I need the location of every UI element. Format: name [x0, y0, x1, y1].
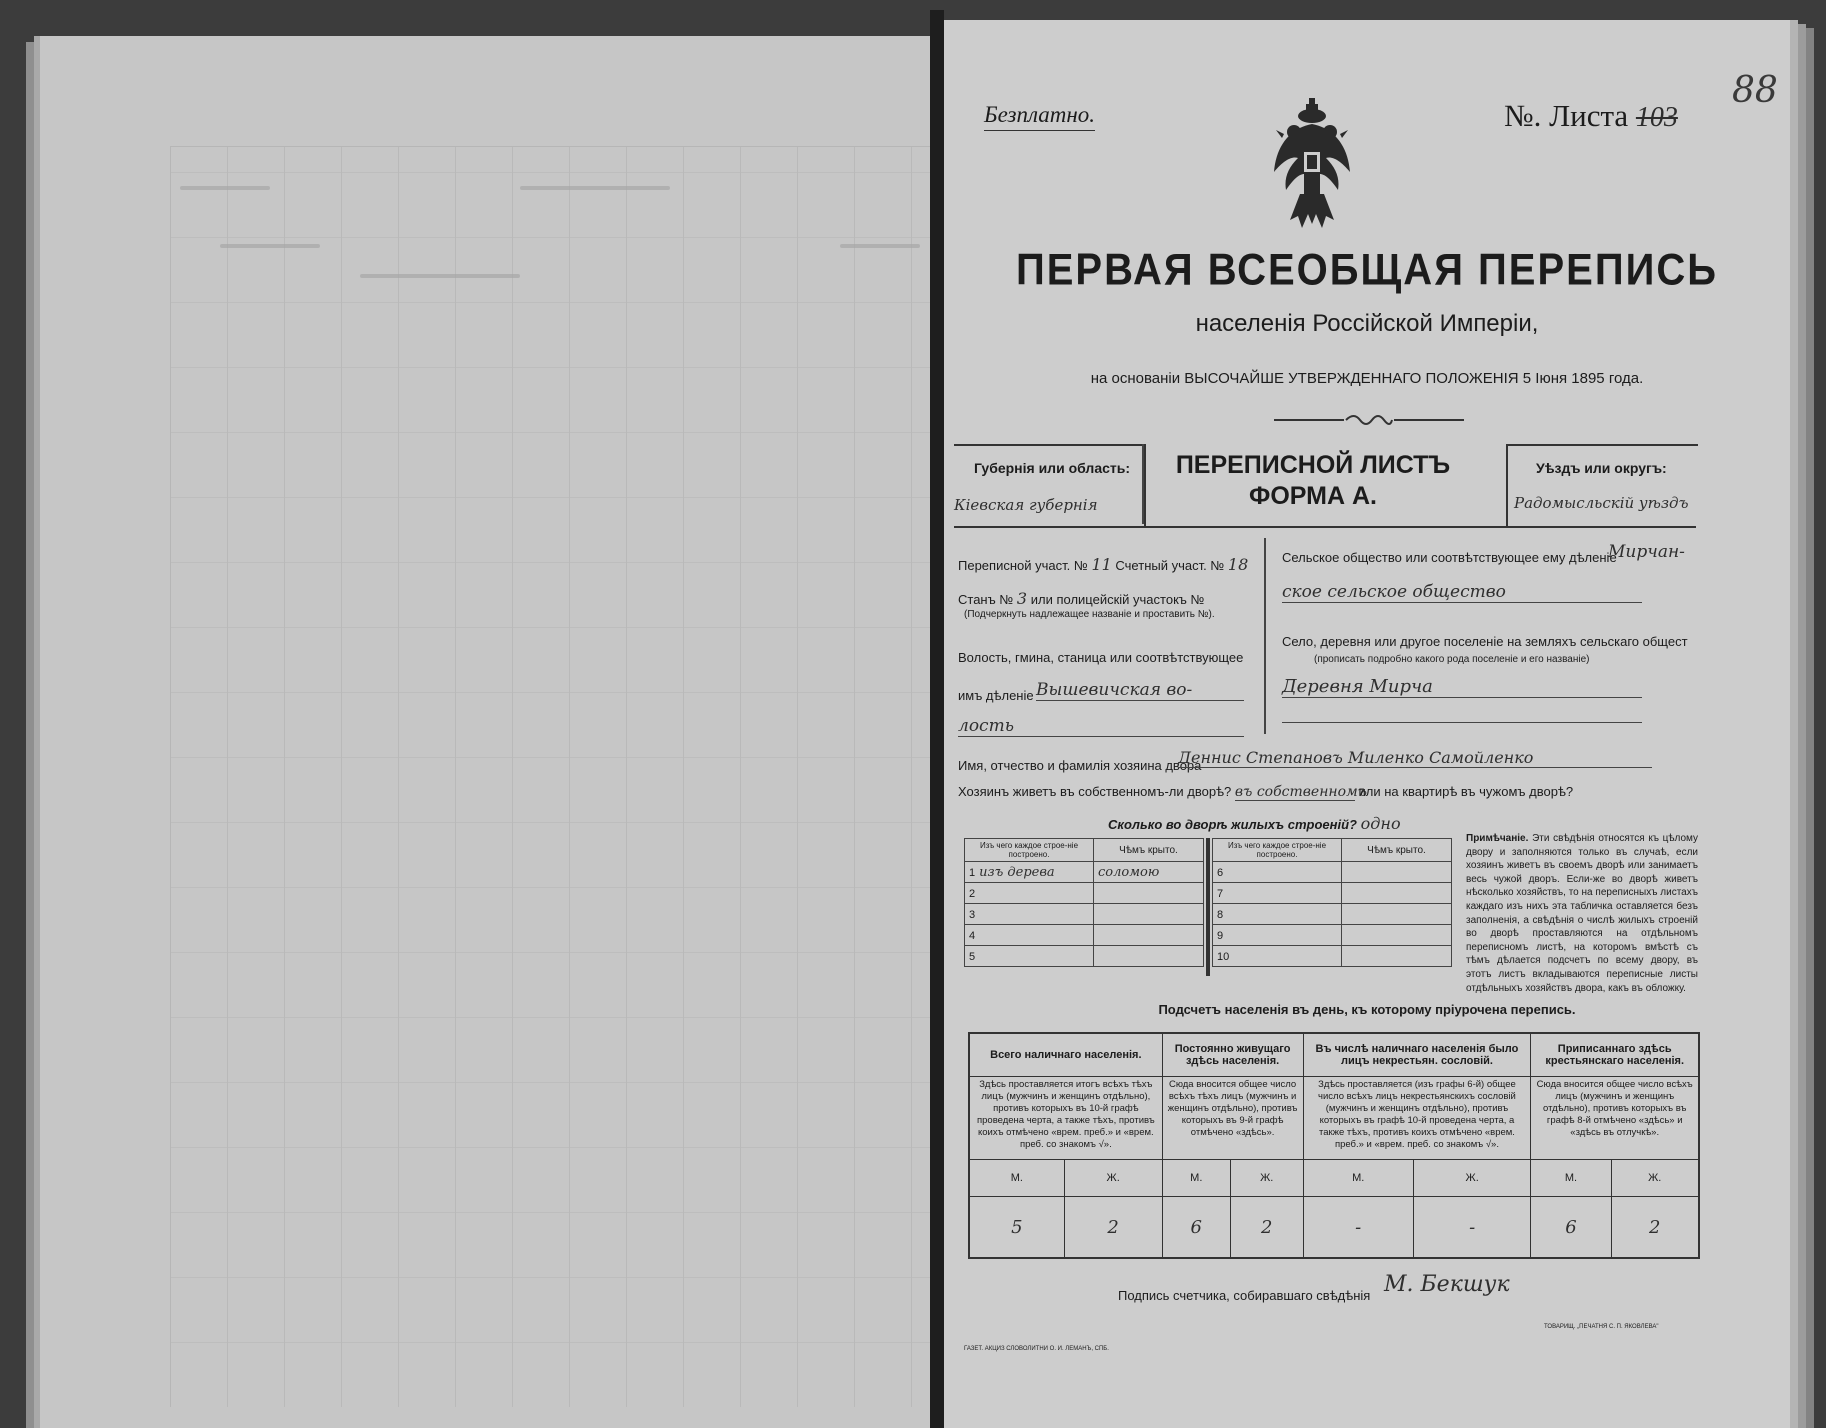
sheet-number-handwritten: 88 [1732, 70, 1778, 111]
female-column-label: Ж. [1230, 1160, 1303, 1197]
count-section-value: 18 [1227, 555, 1249, 574]
buildings-value: одно [1360, 814, 1401, 833]
structure-material-cell [965, 946, 1094, 967]
residence-value: въ собственномъ [1234, 784, 1368, 800]
structure-number: 7 [1217, 887, 1224, 900]
structure-roof [1094, 925, 1204, 946]
structures-col-material: Изъ чего каждое строе-ніе построено. [965, 839, 1094, 862]
male-count: 6 [1162, 1197, 1230, 1259]
note-lead: Примѣчаніе. [1466, 833, 1529, 844]
divider [1142, 444, 1144, 524]
free-label: Безплатно. [984, 102, 1095, 131]
structures-row [965, 883, 1204, 904]
volost-label: Волость, гмина, станица или соотвѣтствующее [958, 650, 1244, 665]
left-page [40, 36, 940, 1428]
structure-material-cell [1213, 925, 1342, 946]
residence-field [958, 784, 1573, 801]
structure-roof [1342, 883, 1452, 904]
structure-number: 1 [969, 866, 976, 879]
structure-number: 3 [969, 908, 976, 921]
summary-column-head: Постоянно живущаго здѣсь населенія. [1162, 1033, 1303, 1077]
buildings-label: Сколько во дворѣ жилыхъ строеній? [1108, 817, 1357, 832]
count-section-label: Счетный участ. № [1115, 558, 1225, 573]
buildings-field [1108, 814, 1401, 833]
underline-instruction: (Подчеркнуть надлежащее названіе и проставить №). [964, 609, 1215, 620]
header-rule [954, 526, 1696, 528]
male-column-label: М. [969, 1160, 1064, 1197]
structures-note [1466, 832, 1698, 995]
structure-number: 9 [1217, 929, 1224, 942]
owner-label: Имя, отчество и фамилія хозяина двора [958, 758, 1202, 773]
male-column-label: М. [1162, 1160, 1230, 1197]
structure-material-cell [965, 904, 1094, 925]
summary-column-description: Сюда вносится общее число всѣхъ лицъ (мужчинъ и женщинъ отдѣльно), противъ которыхъ въ графѣ 8-й отмѣчено «здѣсь» и «здѣсь въ отлучкѣ». [1531, 1077, 1699, 1160]
census-section-value: 11 [1091, 555, 1112, 574]
form-title [1158, 450, 1468, 512]
structure-roof [1342, 862, 1452, 883]
bleed-through-text [520, 186, 670, 190]
female-column-label: Ж. [1413, 1160, 1531, 1197]
bleed-through-text [840, 244, 920, 248]
district-box [1506, 444, 1698, 526]
form-main-title: ПЕРВАЯ ВСЕОБЩАЯ ПЕРЕПИСЬ [1016, 245, 1718, 295]
structure-number: 4 [969, 929, 976, 942]
male-count: 6 [1531, 1197, 1611, 1259]
stan-value: 3 [1016, 589, 1028, 608]
female-count: 2 [1230, 1197, 1303, 1259]
structures-row [965, 904, 1204, 925]
summary-column-description: Здѣсь проставляется (изъ графы 6-й) общее число всѣхъ лицъ некрестьянскихъ сословій (мужчинъ и женщинъ отдѣльно), противъ которыхъ въ графѣ 10-й проведена черта, а также тѣхъ, противъ коихъ отмѣчено «врем. преб.» и «врем. преб. со знакомъ √». [1303, 1077, 1531, 1160]
census-section-label: Переписной участ. № [958, 558, 1088, 573]
structure-roof [1094, 883, 1204, 904]
population-summary-table [968, 1032, 1700, 1259]
printer-imprint-left: ГАЗЕТ. АКЦИЗ СЛОВОЛИТНИ О. И. ЛЕМАНЪ, СПБ. [964, 1346, 1109, 1352]
structures-row [1213, 883, 1452, 904]
double-headed-eagle-emblem [1270, 98, 1354, 236]
enumerator-signature: М. Бекшук [1384, 1272, 1510, 1297]
police-section-label: или полицейскій участокъ № [1030, 592, 1205, 607]
structures-row [1213, 946, 1452, 967]
male-column-label: М. [1531, 1160, 1611, 1197]
structure-number: 10 [1217, 950, 1230, 963]
male-column-label: М. [1303, 1160, 1413, 1197]
signature-label: Подпись счетчика, собиравшаго свѣдѣнія [1118, 1288, 1371, 1303]
structure-number: 8 [1217, 908, 1224, 921]
summary-column-head: Приписаннаго здѣсь крестьянскаго населенія. [1531, 1033, 1699, 1077]
structure-roof [1342, 925, 1452, 946]
book-spine [930, 10, 944, 1428]
form-subtitle: населенія Россійской Имперіи, [1195, 310, 1539, 337]
sheet-number [1504, 70, 1778, 134]
owner-field [958, 758, 1201, 773]
structure-material-cell [965, 925, 1094, 946]
village-label: Село, деревня или другое поселеніе на земляхъ сельскаго общест [1282, 634, 1688, 649]
divider [1264, 538, 1266, 734]
structure-material-cell [1213, 904, 1342, 925]
structures-col-material: Изъ чего каждое строе-ніе построено. [1213, 839, 1342, 862]
structure-material-cell [1213, 883, 1342, 904]
structure-roof [1342, 946, 1452, 967]
note-text: Эти свѣдѣнія относятся къ цѣлому двору и заполняются только въ случаѣ, если хозяинъ живетъ въ своемъ дворѣ или занимаетъ весь чужой дворъ. Если-же во дворѣ живетъ нѣсколько хозяйствъ, то на переписныхъ листахъ каждаго изъ нихъ эта табличка оставляется безъ заполненія, а свѣдѣнія о числѣ жилыхъ строеній во дворѣ проставляются на отдѣльномъ переписномъ листѣ, на которомъ вмѣстѣ съ тѣмъ дѣлается подсчетъ по всему двору, въ этотъ листъ вкладываются переписные листы отдѣльныхъ хозяйствъ двора, какъ въ обложку. [1466, 833, 1699, 994]
structure-material-cell [1213, 862, 1342, 883]
male-count: 5 [969, 1197, 1064, 1259]
summary-title: Подсчетъ населенія въ день, къ которому пріурочена перепись. [1158, 1002, 1576, 1017]
form-title-line1: ПЕРЕПИСНОЙ ЛИСТЪ [1175, 451, 1451, 479]
structures-row [965, 946, 1204, 967]
divider [1206, 838, 1210, 976]
decorative-ornament [1274, 412, 1464, 428]
volost-value-2: лость [958, 716, 1244, 737]
structures-row [1213, 925, 1452, 946]
female-column-label: Ж. [1064, 1160, 1162, 1197]
structure-roof: соломою [1094, 862, 1204, 883]
structure-roof [1094, 904, 1204, 925]
structures-col-roof: Чѣмъ крыто. [1342, 839, 1452, 862]
structure-material: изъ дерева [979, 864, 1055, 880]
residence-label-own: Хозяинъ живетъ въ собственномъ-ли дворѣ? [958, 784, 1232, 799]
structure-roof [1094, 946, 1204, 967]
province-value: Кіевская губернія [954, 496, 1098, 514]
society-label: Сельское общество или соотвѣтствующее ему дѣленіе [1282, 550, 1617, 565]
structures-table-left [964, 838, 1204, 967]
structure-number: 2 [969, 887, 976, 900]
district-value: Радомысльскій уѣздъ [1514, 494, 1689, 512]
village-note: (прописать подробно какого рода поселеніе и его названіе) [1314, 654, 1590, 665]
male-count: - [1303, 1197, 1413, 1259]
female-column-label: Ж. [1611, 1160, 1699, 1197]
residence-label-rented: или на квартирѣ въ чужомъ дворѣ? [1358, 784, 1574, 799]
stan-label: Станъ № [958, 592, 1014, 607]
summary-column-head: Всего наличнаго населенія. [969, 1033, 1162, 1077]
female-count: - [1413, 1197, 1531, 1259]
bleed-through-text [360, 274, 520, 278]
printer-imprint-right: ТОВАРИЩ. „ПЕЧАТНЯ С. П. ЯКОВЛЕВА" [1544, 1324, 1659, 1330]
structures-col-roof: Чѣмъ крыто. [1094, 839, 1204, 862]
society-value: Мирчан- [1608, 542, 1685, 562]
structure-material-cell [1213, 946, 1342, 967]
structures-row [1213, 904, 1452, 925]
bleed-through-text [180, 186, 270, 190]
village-value: Деревня Мирча [1282, 676, 1642, 698]
society-value-2: ское сельское общество [1282, 582, 1642, 603]
form-title-line2: ФОРМА А. [1249, 482, 1377, 510]
summary-column-description: Сюда вносится общее число всѣхъ тѣхъ лицъ (мужчинъ и женщинъ отдѣльно), противъ которыхъ въ 9-й графѣ отмѣчено «здѣсь». [1162, 1077, 1303, 1160]
bleed-through-table [170, 146, 931, 1407]
structure-material-cell [965, 883, 1094, 904]
structure-number: 5 [969, 950, 976, 963]
sheet-number-value: 103 [1635, 102, 1678, 133]
summary-column-head: Въ числѣ наличнаго населенія было лицъ некрестьян. сословій. [1303, 1033, 1531, 1077]
structure-number: 6 [1217, 866, 1224, 879]
stan-field [958, 589, 1204, 608]
census-section-field [958, 555, 1248, 574]
bleed-through-text [220, 244, 320, 248]
volost-value: Вышевичская во- [1036, 680, 1244, 701]
province-box [954, 444, 1146, 526]
summary-column-description: Здѣсь проставляется итогъ всѣхъ тѣхъ лицъ (мужчинъ и женщинъ отдѣльно), противъ которыхъ въ 10-й графѣ проведена черта, а также тѣхъ, противъ коихъ отмѣчено «врем. преб.» и «врем. преб. со знакомъ √». [969, 1077, 1162, 1160]
volost-label-2: имъ дѣленіе [958, 688, 1034, 703]
structure-material-cell [965, 862, 1094, 883]
census-form-page [944, 20, 1790, 1428]
female-count: 2 [1064, 1197, 1162, 1259]
structures-table-right [1212, 838, 1452, 967]
structures-row [1213, 862, 1452, 883]
female-count: 2 [1611, 1197, 1699, 1259]
structure-roof [1342, 904, 1452, 925]
district-label: Уѣздъ или округъ: [1536, 460, 1667, 476]
form-legal-basis: на основаніи ВЫСОЧАЙШЕ УТВЕРЖДЕННАГО ПОЛОЖЕНІЯ 5 Іюня 1895 года. [1090, 370, 1644, 387]
structures-row [965, 925, 1204, 946]
blank-line [1282, 722, 1642, 723]
sheet-number-label: №. Листа [1504, 98, 1629, 133]
structures-row [965, 862, 1204, 883]
province-label: Губернія или область: [974, 460, 1131, 476]
owner-value: Деннис Степановъ Миленко Самойленко [1178, 748, 1652, 768]
